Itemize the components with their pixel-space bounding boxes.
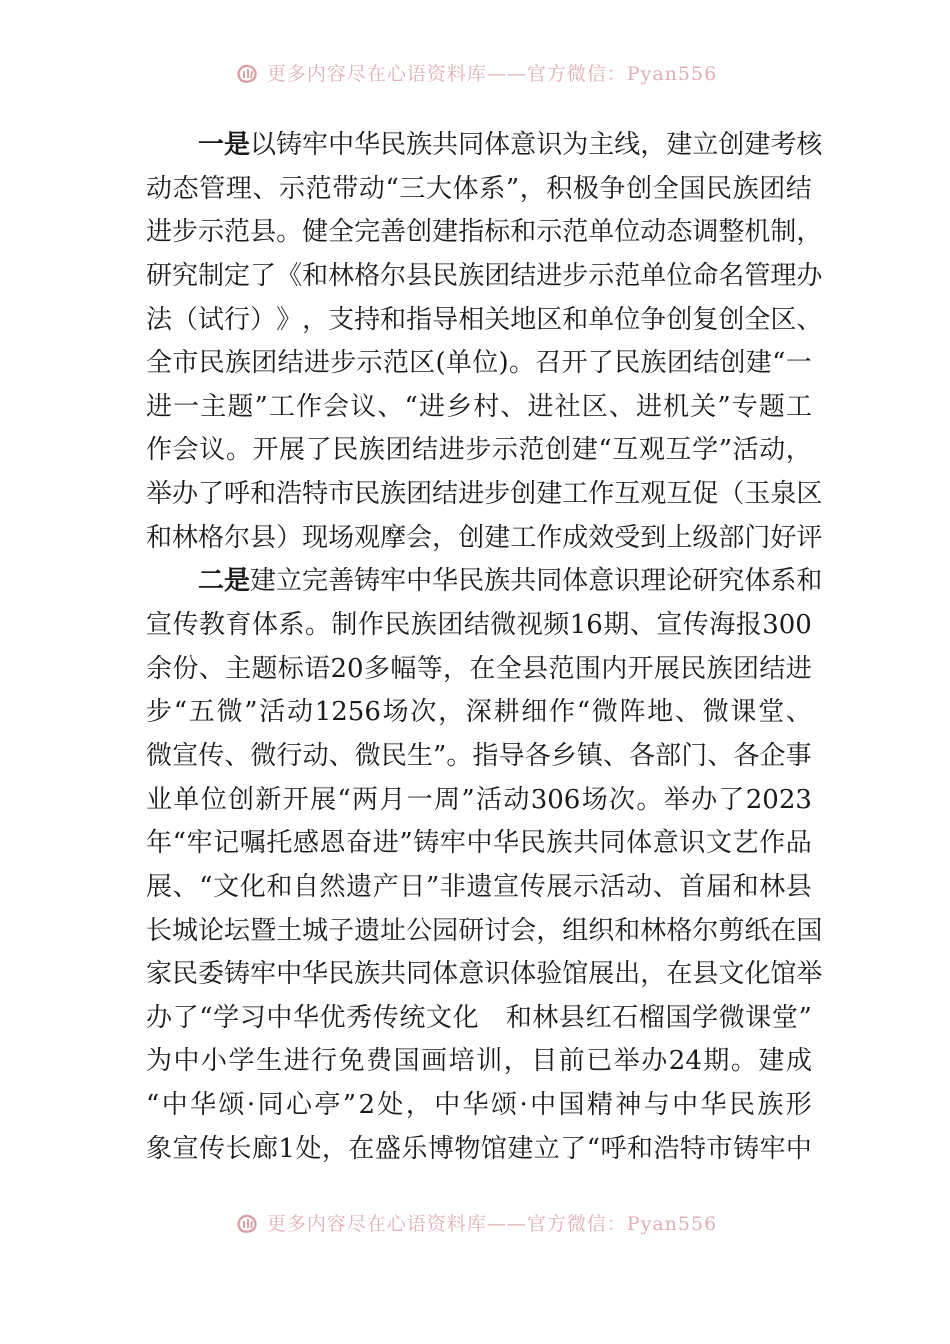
paragraph-line: 业 单 位 创 新 开 展 “ 两 月 一 周 ” 活 动 306 场 次 。 举 办 了 2023: [146, 784, 812, 815]
paragraph-line: 进 一 主 题 ” 工 作 会 议 、 “ 进 乡 村 、 进 社 区 、 进 机 关 ” 专 题 工: [146, 391, 812, 422]
paragraph-line: 法 （ 试 行 ） 》 ， 支 持 和 指 导 相 关 地 区 和 单 位 争 创 复 创 全 区 、: [146, 304, 823, 335]
watermark-header: [0, 52, 950, 92]
paragraph-line: 作 会 议 。 开 展 了 民 族 团 结 进 步 示 范 创 建 “ 互 观 互 学 ” 活 动 ，: [146, 435, 812, 466]
paragraph-line: 为 中 小 学 生 进 行 免 费 国 画 培 训 ， 目 前 已 举 办 24 期 。 建 成: [146, 1046, 812, 1077]
paragraph-line: 全 市 民 族 团 结 进 步 示 范 区 ( 单 位 ) 。 召 开 了 民 族 团 结 创 建 “ 一: [146, 348, 812, 379]
watermark-text: 更多内容尽在心语资料库——官方微信：Pyan556: [266, 1212, 718, 1235]
hand-logo-icon: [233, 1207, 263, 1237]
paragraph-line: 步 “ 五 微 ” 活 动 1256 场 次 ， 深 耕 细 作 “ 微 阵 地 、 微 课 堂 、: [146, 697, 812, 728]
watermark-text: 更多内容尽在心语资料库——官方微信：Pyan556: [266, 62, 718, 85]
paragraph-line: 家 民 委 铸 牢 中 华 民 族 共 同 体 意 识 体 验 馆 展 出 ， 在 县 文 化 馆 举: [146, 959, 823, 990]
paragraph-line: 办 了 “ 学 习 中 华 优 秀 传 统 文 化 和 林 县 红 石 榴 国 学 微 课 堂 ”: [146, 1002, 812, 1033]
paragraph-2: [146, 560, 823, 1171]
paragraph-line: “ 中 华 颂 · 同 心 亭 ” 2 处 ， 中 华 颂 · 中 国 精 神 与 中 华 民 族 形: [146, 1090, 812, 1121]
paragraph-lead: 一是: [198, 130, 251, 160]
document-body: [146, 124, 823, 1171]
paragraph-line: 年 “ 牢 记 嘱 托 感 恩 奋 进 ” 铸 牢 中 华 民 族 共 同 体 意 识 文 艺 作 品: [146, 828, 812, 859]
watermark-footer: [0, 1202, 950, 1242]
paragraph-line: 动 态 管 理 、 示 范 带 动 “ 三 大 体 系 ” ， 积 极 争 创 全 国 民 族 团 结: [146, 173, 812, 204]
paragraph-line: 和 林 格 尔 县 ） 现 场 观 摩 会 ， 创 建 工 作 成 效 受 到 上 级 部 门 好 评: [146, 522, 823, 553]
paragraph-line: 进 步 示 范 县 。 健 全 完 善 创 建 指 标 和 示 范 单 位 动 态 调 整 机 制 ，: [146, 217, 823, 248]
paragraph-line: 举 办 了 呼 和 浩 特 市 民 族 团 结 进 步 创 建 工 作 互 观 互 促 （ 玉 泉 区: [146, 479, 823, 510]
paragraph-line: 余 份 、 主 题 标 语 20 多 幅 等 ， 在 全 县 范 围 内 开 展 民 族 团 结 进: [146, 653, 812, 684]
paragraph-1: [146, 124, 823, 560]
paragraph-line: 二是 建 立 完 善 铸 牢 中 华 民 族 共 同 体 意 识 理 论 研 究 体 系 和: [146, 560, 812, 604]
paragraph-line: 展 、 “ 文 化 和 自 然 遗 产 日 ” 非 遗 宣 传 展 示 活 动 、 首 届 和 林 县: [146, 871, 812, 902]
paragraph-line: 象 宣 传 长 廊 1 处 ， 在 盛 乐 博 物 馆 建 立 了 “ 呼 和 浩 特 市 铸 牢 中: [146, 1133, 812, 1164]
paragraph-line: 长 城 论 坛 暨 土 城 子 遗 址 公 园 研 讨 会 ， 组 织 和 林 格 尔 剪 纸 在 国: [146, 915, 823, 946]
paragraph-line: 微 宣 传 、 微 行 动 、 微 民 生 ” 。 指 导 各 乡 镇 、 各 部 门 、 各 企 事: [146, 740, 812, 771]
paragraph-line: 一是 以 铸 牢 中 华 民 族 共 同 体 意 识 为 主 线 ， 建 立 创 建 考 核: [146, 124, 812, 168]
hand-logo-icon: [233, 57, 263, 87]
paragraph-line: 宣 传 教 育 体 系 。 制 作 民 族 团 结 微 视 频 16 期 、 宣 传 海 报 300: [146, 610, 812, 641]
paragraph-lead: 二是: [198, 566, 251, 597]
paragraph-line: 研 究 制 定 了 《 和 林 格 尔 县 民 族 团 结 进 步 示 范 单 位 命 名 管 理 办: [146, 260, 823, 291]
